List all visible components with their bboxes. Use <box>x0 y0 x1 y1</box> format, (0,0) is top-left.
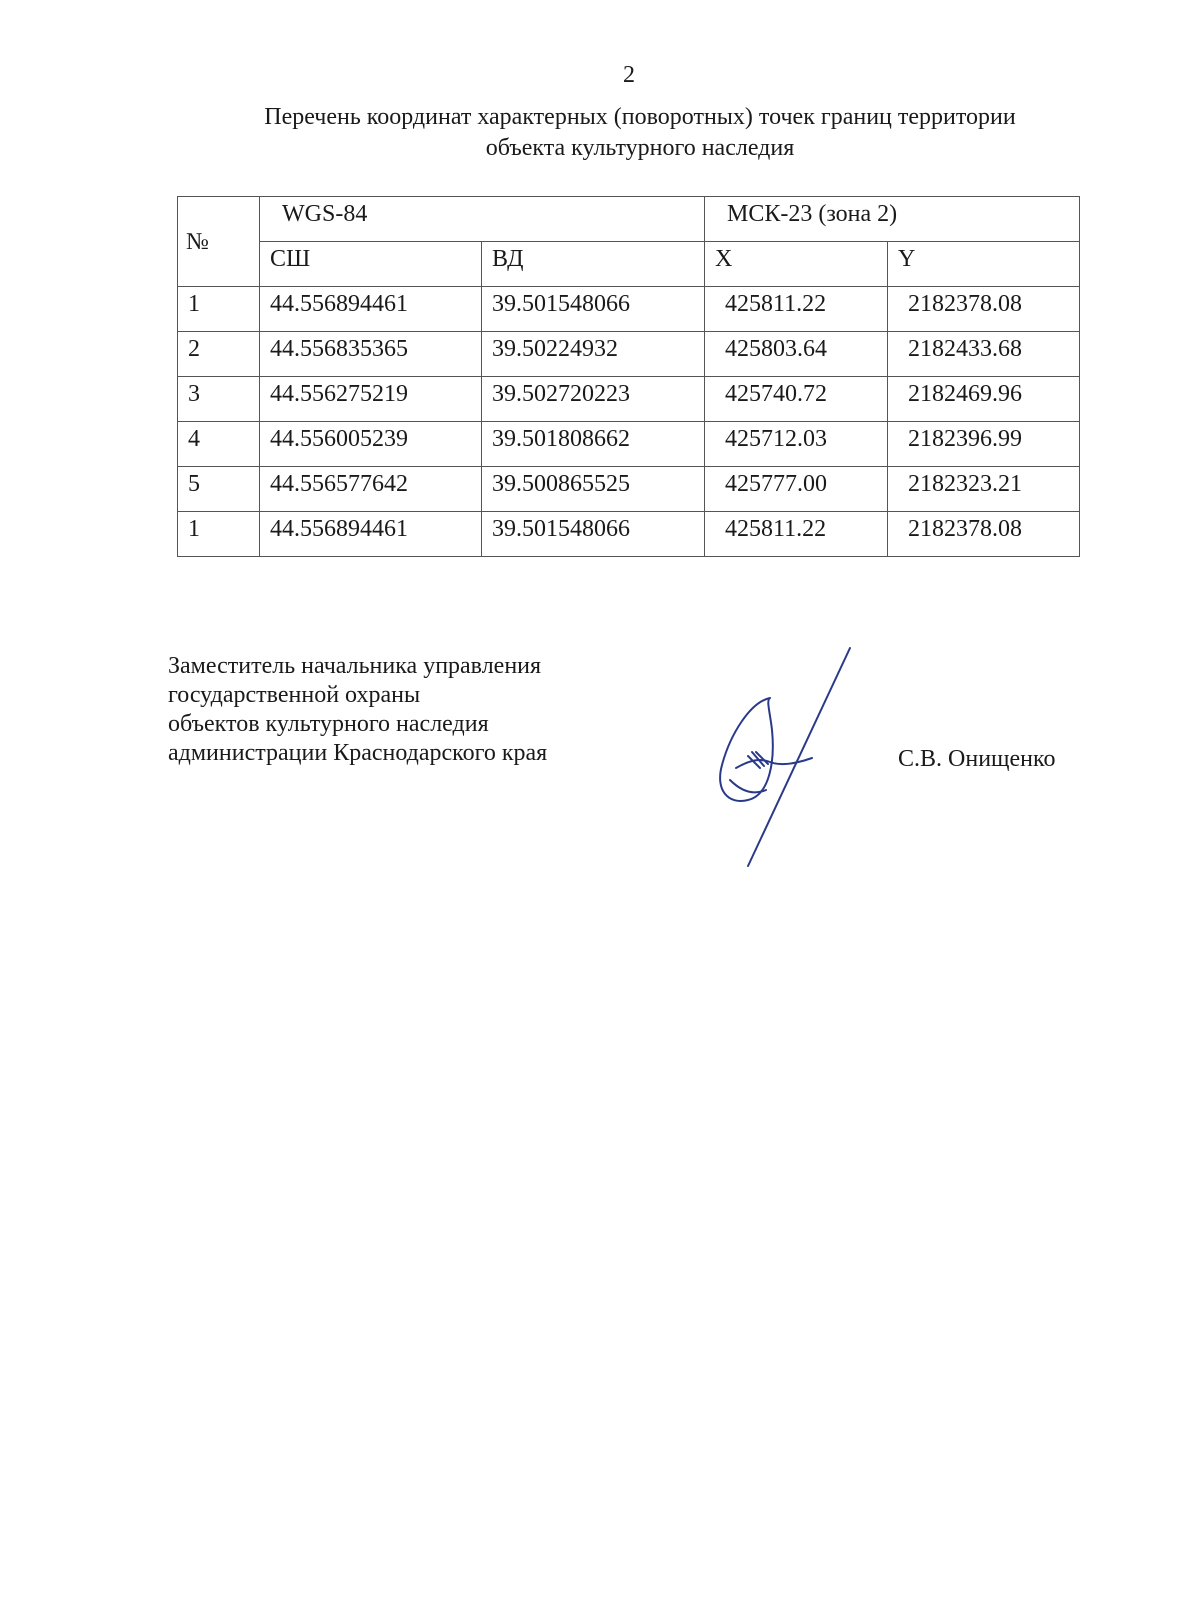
position-line: объектов культурного наследия <box>168 711 489 737</box>
table-row <box>178 377 1080 422</box>
point-number-cell: 2 <box>178 332 260 377</box>
wgs84-group-header: WGS-84 <box>260 197 705 242</box>
x-cell: 425811.22 <box>705 287 888 332</box>
latitude-cell: 44.556275219 <box>260 377 482 422</box>
x-column-header: X <box>705 242 888 287</box>
document-title <box>150 102 1130 164</box>
position-line: Заместитель начальника управления <box>168 653 542 679</box>
table-header-row-1 <box>178 197 1080 242</box>
longitude-column-header: ВД <box>482 242 705 287</box>
position-line: государственной охраны <box>168 682 421 708</box>
y-cell: 2182378.08 <box>888 512 1080 557</box>
y-cell: 2182323.21 <box>888 467 1080 512</box>
x-cell: 425811.22 <box>705 512 888 557</box>
title-line-1: Перечень координат характерных (поворотных) точек границ территории <box>264 104 1016 130</box>
table-row <box>178 467 1080 512</box>
position-line: администрации Краснодарского края <box>168 740 548 766</box>
table-row <box>178 332 1080 377</box>
x-cell: 425803.64 <box>705 332 888 377</box>
msk23-group-header: МСК-23 (зона 2) <box>705 197 1080 242</box>
page-number: 2 <box>623 62 635 88</box>
x-cell: 425777.00 <box>705 467 888 512</box>
latitude-cell: 44.556894461 <box>260 512 482 557</box>
y-cell: 2182378.08 <box>888 287 1080 332</box>
y-cell: 2182396.99 <box>888 422 1080 467</box>
latitude-cell: 44.556577642 <box>260 467 482 512</box>
x-cell: 425740.72 <box>705 377 888 422</box>
number-column-header: № <box>178 197 260 287</box>
y-cell: 2182469.96 <box>888 377 1080 422</box>
latitude-cell: 44.556005239 <box>260 422 482 467</box>
signatory-position <box>168 652 547 768</box>
latitude-column-header: СШ <box>260 242 482 287</box>
longitude-cell: 39.500865525 <box>482 467 705 512</box>
table-row <box>178 422 1080 467</box>
longitude-cell: 39.501548066 <box>482 287 705 332</box>
point-number-cell: 1 <box>178 512 260 557</box>
table-header-row-2 <box>178 242 1080 287</box>
x-cell: 425712.03 <box>705 422 888 467</box>
point-number-cell: 3 <box>178 377 260 422</box>
table-row <box>178 287 1080 332</box>
longitude-cell: 39.501548066 <box>482 512 705 557</box>
point-number-cell: 4 <box>178 422 260 467</box>
title-line-2: объекта культурного наследия <box>485 135 795 161</box>
coordinates-table <box>177 196 1080 557</box>
longitude-cell: 39.502720223 <box>482 377 705 422</box>
longitude-cell: 39.501808662 <box>482 422 705 467</box>
latitude-cell: 44.556894461 <box>260 287 482 332</box>
handwritten-signature <box>700 640 870 880</box>
table-row <box>178 512 1080 557</box>
signer-name: С.В. Онищенко <box>898 746 1056 772</box>
longitude-cell: 39.50224932 <box>482 332 705 377</box>
point-number-cell: 5 <box>178 467 260 512</box>
latitude-cell: 44.556835365 <box>260 332 482 377</box>
y-column-header: Y <box>888 242 1080 287</box>
point-number-cell: 1 <box>178 287 260 332</box>
y-cell: 2182433.68 <box>888 332 1080 377</box>
